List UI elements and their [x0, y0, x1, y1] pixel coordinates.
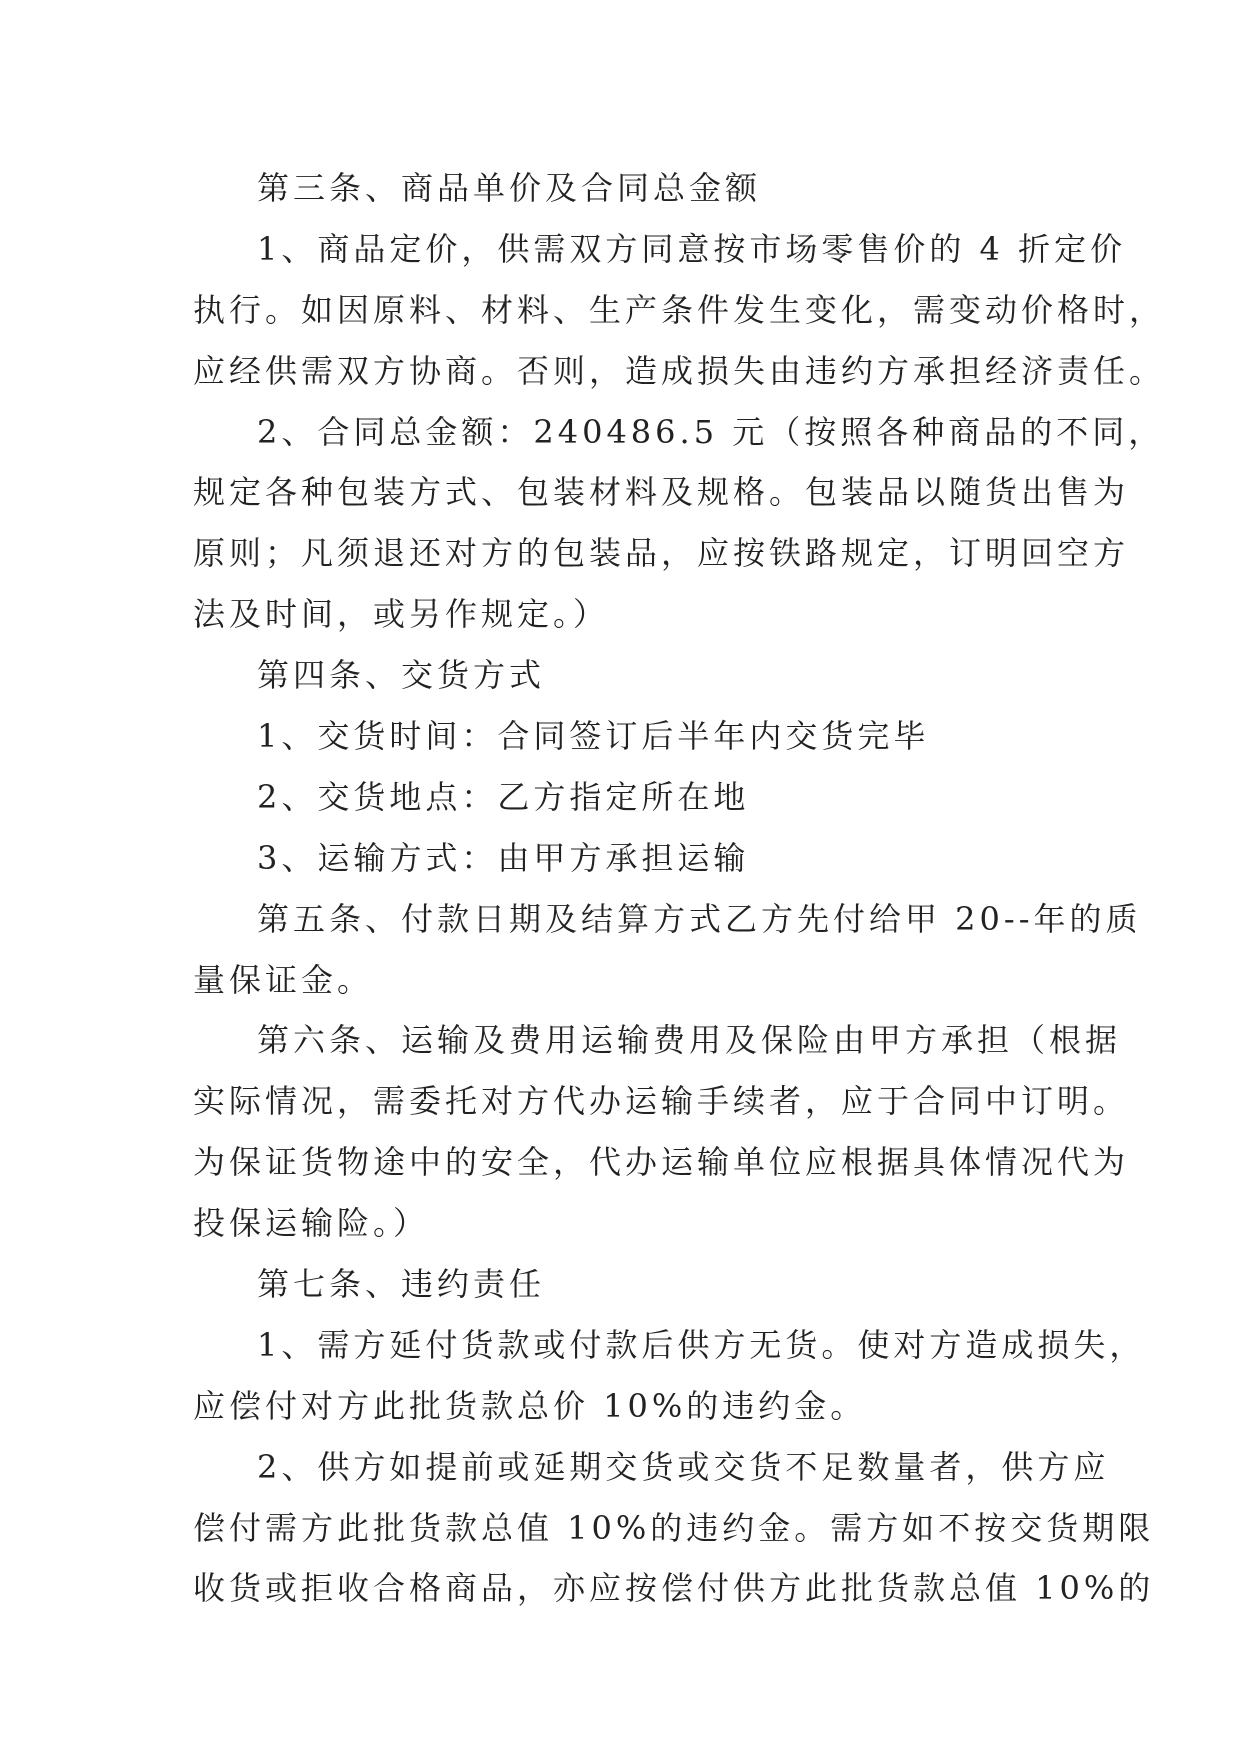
paragraph-line: 原则；凡须退还对方的包装品，应按铁路规定，订明回空方	[193, 534, 1130, 573]
paragraph-line: 1、需方延付货款或付款后供方无货。使对方造成损失，	[257, 1325, 1146, 1364]
paragraph-line: 2、供方如提前或延期交货或交货不足数量者，供方应	[257, 1447, 1110, 1486]
paragraph-line: 规定各种包装方式、包装材料及规格。包装品以随货出售为	[193, 473, 1130, 512]
paragraph-line: 2、合同总金额：240486.5 元（按照各种商品的不同，	[257, 412, 1165, 451]
paragraph-line: 量保证金。	[193, 960, 374, 999]
paragraph-line: 1、交货时间：合同签订后半年内交货完毕	[257, 717, 930, 756]
paragraph-line: 应经供需双方协商。否则，造成损失由违约方承担经济责任。	[193, 351, 1166, 390]
clause-heading: 第七条、违约责任	[257, 1265, 546, 1304]
paragraph-line: 2、交货地点：乙方指定所在地	[257, 777, 750, 816]
paragraph-line: 偿付需方此批货款总值 10%的违约金。需方如不按交货期限	[193, 1508, 1155, 1547]
paragraph-line: 3、运输方式：由甲方承担运输	[257, 838, 750, 877]
paragraph-line: 投保运输险。）	[193, 1204, 430, 1243]
paragraph-line: 实际情况，需委托对方代办运输手续者，应于合同中订明。	[193, 1082, 1130, 1121]
clause-heading: 第三条、商品单价及合同总金额	[257, 169, 762, 207]
paragraph-line: 第六条、运输及费用运输费用及保险由甲方承担（根据	[257, 1021, 1122, 1060]
paragraph-line: 执行。如因原料、材料、生产条件发生变化，需变动价格时，	[193, 290, 1166, 329]
paragraph-line: 第五条、付款日期及结算方式乙方先付给甲 20--年的质	[257, 899, 1142, 938]
paragraph-line: 收货或拒收合格商品，亦应按偿付供方此批货款总值 10%的	[193, 1569, 1155, 1608]
paragraph-line: 为保证货物途中的安全，代办运输单位应根据具体情况代为	[193, 1143, 1130, 1182]
paragraph-line: 法及时间，或另作规定。）	[193, 595, 610, 634]
clause-heading: 第四条、交货方式	[257, 656, 546, 695]
paragraph-line: 应偿付对方此批货款总价 10%的违约金。	[193, 1386, 867, 1425]
document-body	[193, 158, 1166, 1619]
paragraph-line: 1、商品定价，供需双方同意按市场零售价的 4 折定价	[257, 229, 1127, 268]
